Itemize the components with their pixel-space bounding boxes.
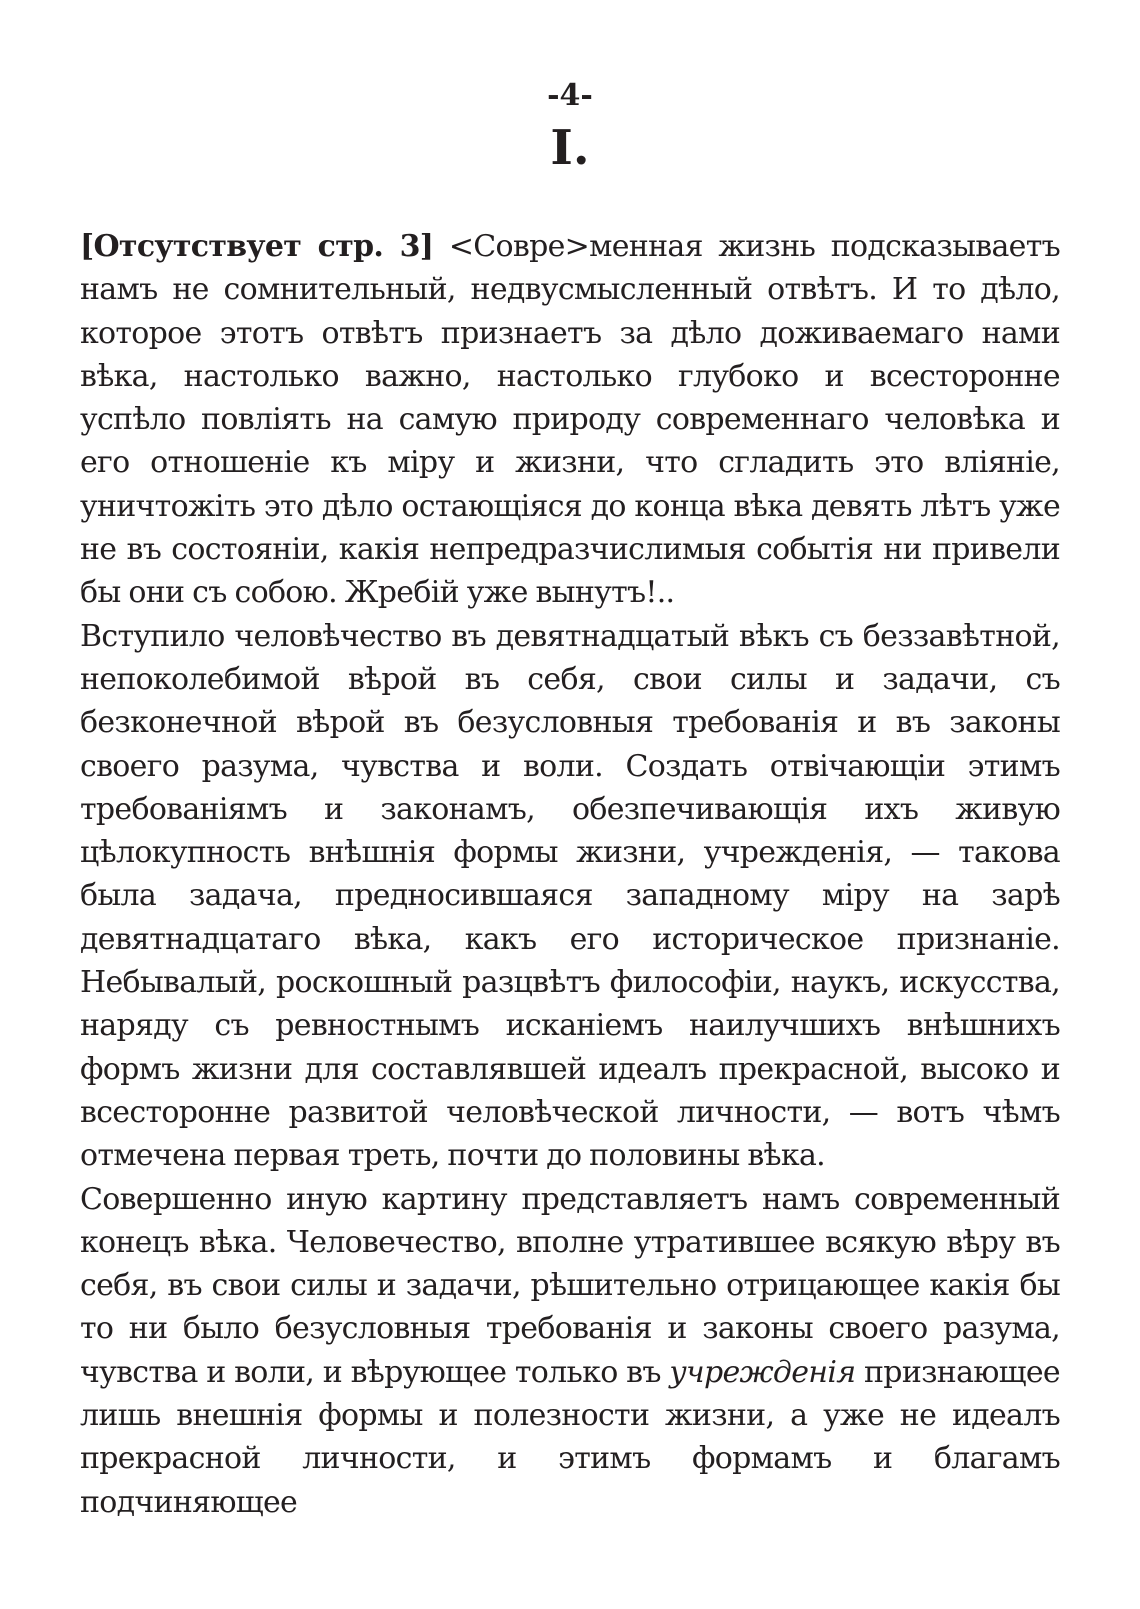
page-number: -4- (547, 78, 593, 113)
missing-page-note: [Отсутствует стр. 3] (80, 229, 434, 264)
paragraph-1-text: <Совре>менная жизнь подсказываетъ намъ не сомнительный, недвусмысленный отвѣтъ. И то дѣло, которое этотъ отвѣтъ признаетъ за дѣло доживаемаго нами вѣка, настолько важно, настолько глубоко и всесторонне успѣло повлiять на самую природу современнаго человѣка и его отношенiе къ мiру и жизни, что сгладить это влiянiе, уничтожiть это дѣло остающiяся до конца вѣка девять лѣтъ уже не въ состоянiи, какiя непредразчислимыя событiя ни привели бы они съ собою. Жребiй уже вынутъ!.. (80, 229, 1061, 611)
paragraph-1 (80, 225, 1060, 615)
body-text (80, 225, 1060, 1524)
paragraph-3-text-before: Совершенно иную картину представляетъ намъ современный конецъ вѣка. Человечество, вполне утратившее всякую вѣру въ себя, въ свои силы и задачи, рѣшительно отрицающее какiя бы то ни было безусловныя требованiя и законы своего разума, чувства и воли, и вѣрующее только въ (80, 1181, 1060, 1390)
paragraph-2 (80, 615, 1060, 1178)
emphasized-word: учрежденiя (669, 1354, 856, 1390)
chapter-heading: I. (550, 120, 590, 176)
paragraph-2-text: Вступило человѣчество въ девятнадцатый вѣкъ съ беззавѣтной, непоколебимой вѣрой въ себя, свои силы и задачи, съ безконечной вѣрой въ безусловныя требованiя и въ законы своего разума, чувства и воли. Создать отвiчающiи этимъ требованiямъ и законамъ, обезпечивающiя ихъ живую цѣлокупность внѣшнiя формы жизни, учрежденiя, — такова была задача, предносившаяся западному мiру на зарѣ девятнадцатаго вѣка, какъ его историческое признанiе. Небывалый, роскошный разцвѣтъ философiи, наукъ, искусства, наряду съ ревностнымъ исканiемъ наилучшихъ внѣшнихъ формъ жизни для составлявшей идеалъ прекрасной, высоко и всесторонне развитой человѣческой личности, — вотъ чѣмъ отмечена первая треть, почти до половины вѣка. (80, 618, 1060, 1174)
paragraph-3-text-after: признающее лишь внешнiя формы и полезности жизни, а уже не идеалъ прекрасной личности, и этимъ формамъ и благамъ подчиняющее (80, 1354, 1060, 1520)
paragraph-3 (80, 1178, 1060, 1524)
